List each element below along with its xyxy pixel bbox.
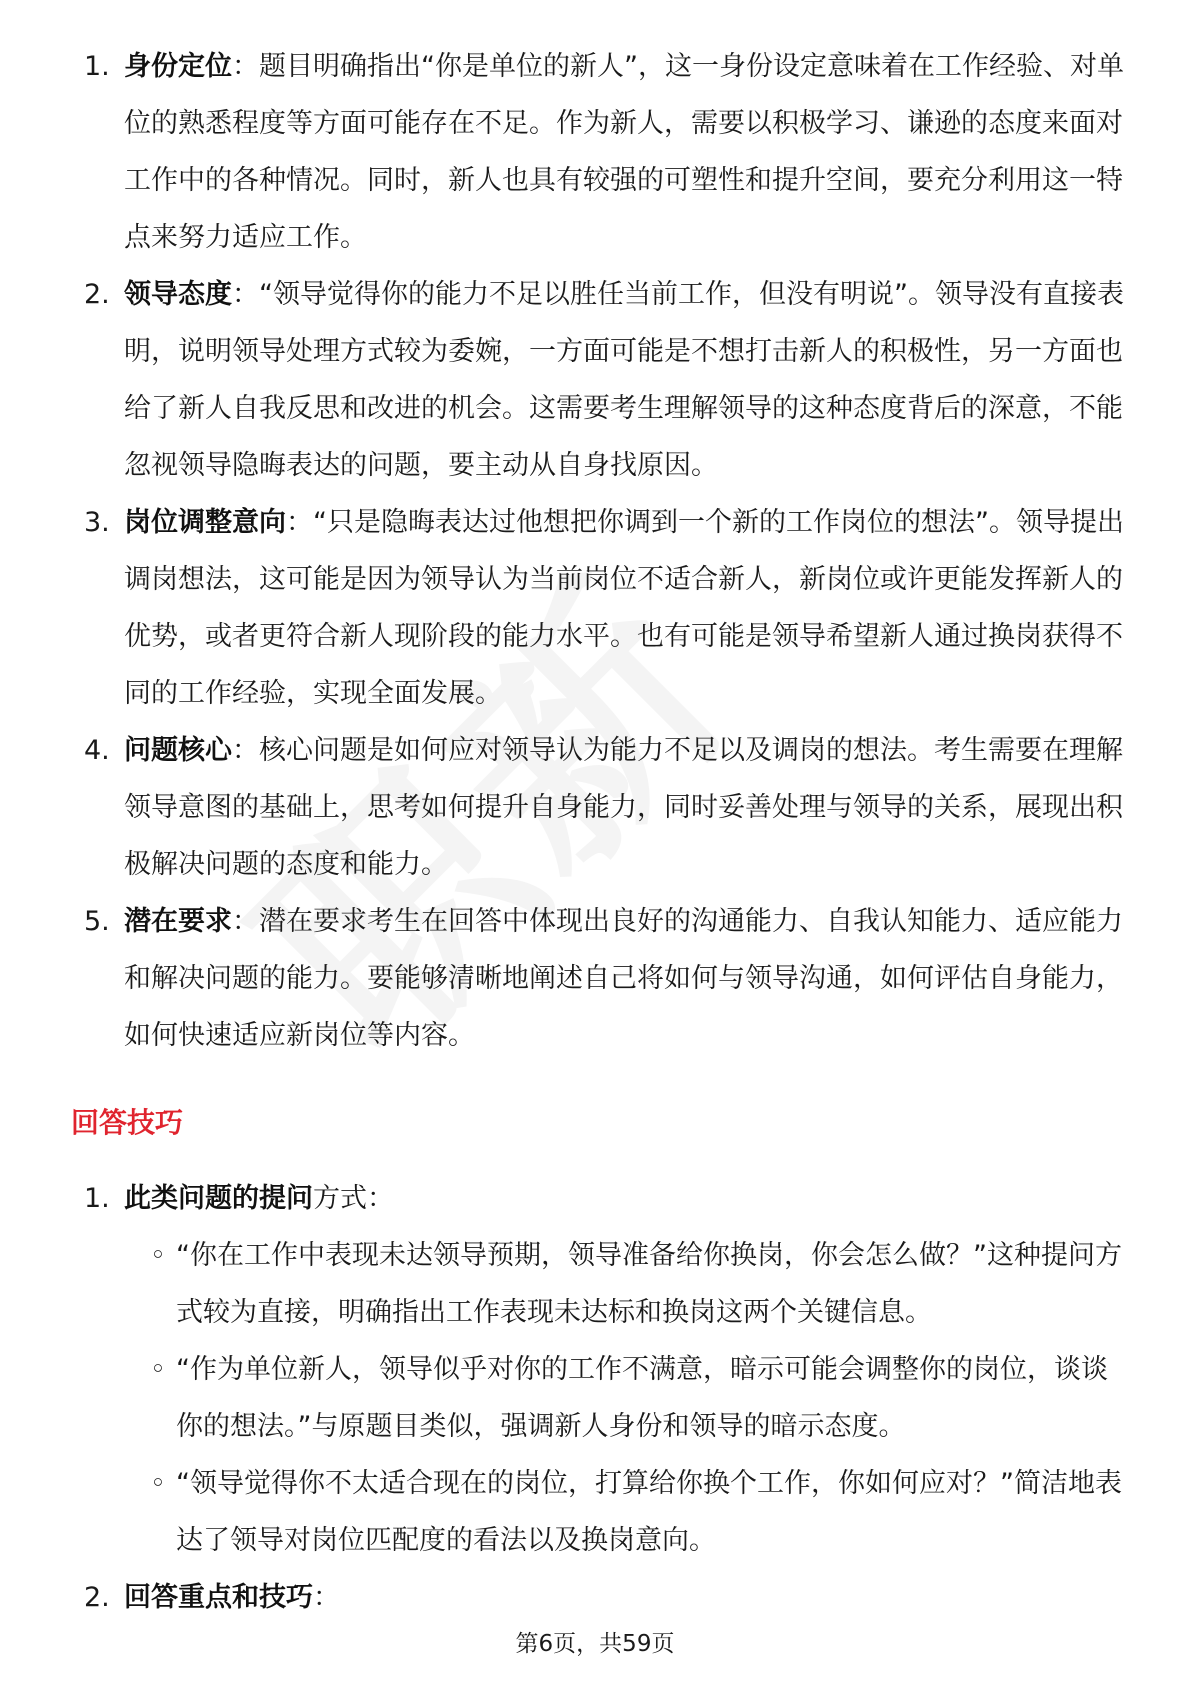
item-term: 领导态度 — [124, 279, 232, 310]
list-number: 2. — [84, 1582, 110, 1613]
item-term: 回答重点和技巧 — [124, 1582, 313, 1613]
list-number: 1. — [84, 51, 110, 82]
tips-list — [84, 1170, 1134, 1626]
item-text: ：“只是隐晦表达过他想把你调到一个新的工作岗位的想法”。领导提出调岗想法，这可能是因为领导认为当前岗位不适合新人，新岗位或许更能发挥新人的优势，或者更符合新人现阶段的能力水平。也有可能是领导希望新人通过换岗获得不同的工作经验，实现全面发展。 — [124, 507, 1124, 709]
analysis-item-position-adjustment — [84, 494, 1134, 722]
page-footer: 第6页，共59页 — [515, 1631, 675, 1657]
item-term: 潜在要求 — [124, 906, 232, 937]
sub-bullet-list — [124, 1227, 1134, 1569]
item-term: 此类问题的提问 — [124, 1183, 313, 1214]
bullet-text: “你在工作中表现未达领导预期，领导准备给你换岗，你会怎么做？”这种提问方式较为直接，明确指出工作表现未达标和换岗这两个关键信息。 — [176, 1240, 1122, 1328]
item-text: 方式： — [313, 1183, 394, 1214]
sub-bullet-item — [124, 1455, 1134, 1569]
section-title: 回答技巧 — [71, 1106, 184, 1139]
list-number: 5. — [84, 906, 110, 937]
item-text: ： — [313, 1582, 340, 1613]
sub-bullet-item — [124, 1227, 1134, 1341]
bullet-icon: ◦ — [150, 1468, 166, 1499]
analysis-item-potential-requirements — [84, 893, 1134, 1064]
list-number: 1. — [84, 1183, 110, 1214]
bullet-text: “领导觉得你不太适合现在的岗位，打算给你换个工作，你如何应对？”简洁地表达了领导对岗位匹配度的看法以及换岗意向。 — [176, 1468, 1122, 1556]
bullet-text: “作为单位新人，领导似乎对你的工作不满意，暗示可能会调整你的岗位，谈谈你的想法。”与原题目类似，强调新人身份和领导的暗示态度。 — [176, 1354, 1108, 1442]
sub-bullet-item — [124, 1341, 1134, 1455]
bullet-icon: ◦ — [150, 1240, 166, 1271]
analysis-item-identity — [84, 38, 1134, 266]
analysis-item-leader-attitude — [84, 266, 1134, 494]
item-text: ：核心问题是如何应对领导认为能力不足以及调岗的想法。考生需要在理解领导意图的基础上，思考如何提升自身能力，同时妥善处理与领导的关系，展现出积极解决问题的态度和能力。 — [124, 735, 1123, 880]
list-number: 3. — [84, 507, 110, 538]
tips-item-question-forms — [84, 1170, 1134, 1569]
list-number: 2. — [84, 279, 110, 310]
list-number: 4. — [84, 735, 110, 766]
item-term: 身份定位 — [124, 51, 232, 82]
item-text: ：潜在要求考生在回答中体现出良好的沟通能力、自我认知能力、适应能力和解决问题的能力。要能够清晰地阐述自己将如何与领导沟通，如何评估自身能力，如何快速适应新岗位等内容。 — [124, 906, 1123, 1051]
analysis-list — [84, 38, 1134, 1064]
item-term: 问题核心 — [124, 735, 232, 766]
tips-item-answer-focus — [84, 1569, 1134, 1626]
item-term: 岗位调整意向 — [124, 507, 286, 538]
analysis-item-core-issue — [84, 722, 1134, 893]
item-text: ：题目明确指出“你是单位的新人”，这一身份设定意味着在工作经验、对单位的熟悉程度等方面可能存在不足。作为新人，需要以积极学习、谦逊的态度来面对工作中的各种情况。同时，新人也具有较强的可塑性和提升空间，要充分利用这一特点来努力适应工作。 — [124, 51, 1124, 253]
item-text: ：“领导觉得你的能力不足以胜任当前工作，但没有明说”。领导没有直接表明，说明领导处理方式较为委婉，一方面可能是不想打击新人的积极性，另一方面也给了新人自我反思和改进的机会。这需要考生理解领导的这种态度背后的深意，不能忽视领导隐晦表达的问题，要主动从自身找原因。 — [124, 279, 1124, 481]
bullet-icon: ◦ — [150, 1354, 166, 1385]
